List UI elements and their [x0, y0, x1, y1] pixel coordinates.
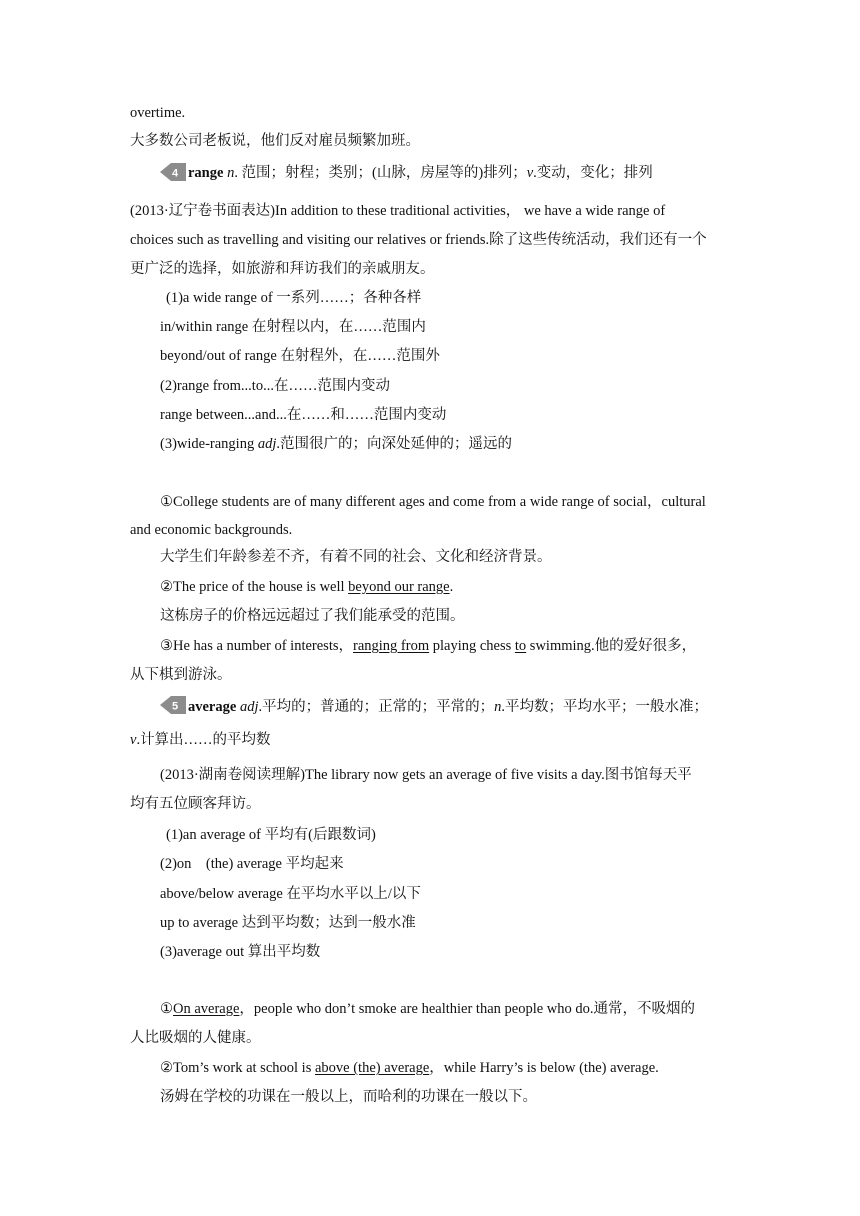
- entry-heading-cont: v.计算出……的平均数: [130, 732, 271, 748]
- example-line: and economic backgrounds.: [130, 522, 293, 538]
- svg-text:5: 5: [171, 700, 179, 713]
- text-line: 大多数公司老板说，他们反对雇员频繁加班。: [130, 133, 420, 149]
- number-badge-icon: [160, 696, 186, 714]
- text-line: overtime.: [130, 105, 186, 121]
- phrase-item: above/below average 在平均水平以上/以下: [160, 886, 421, 902]
- phrase-item: range between...and...在……和……范围内变动: [160, 407, 447, 423]
- phrase-item: in/within range 在射程以内，在……范围内: [160, 319, 426, 335]
- phrase-item: (1)an average of 平均有(后跟数词): [166, 827, 376, 843]
- translation-line: 汤姆在学校的功课在一般以上，而哈利的功课在一般以下。: [160, 1089, 537, 1105]
- text-line: choices such as travelling and visiting our relatives or friends.除了这些传统活动，我们还有一个: [130, 232, 707, 248]
- entry-heading-range: range n. 范围；射程；类别；(山脉，房屋等的)排列；v.变动，变化；排列: [188, 165, 653, 181]
- example-line: ①On average，people who don’t smoke are healthier than people who do.通常，不吸烟的: [160, 1001, 696, 1017]
- phrase-item: (2)range from...to...在……范围内变动: [160, 378, 390, 394]
- phrase-item: (3)average out 算出平均数: [160, 944, 321, 960]
- phrase-item: (3)wide-ranging adj.范围很广的；向深处延伸的；遥远的: [160, 436, 512, 452]
- number-badge-icon: [160, 163, 186, 181]
- translation-line: 大学生们年龄参差不齐，有着不同的社会、文化和经济背景。: [160, 549, 552, 565]
- example-line: ②Tom’s work at school is above (the) average，while Harry’s is below (the) average.: [160, 1060, 659, 1076]
- phrase-item: (2)on (the) average 平均起来: [160, 856, 344, 872]
- phrase-item: beyond/out of range 在射程外，在……范围外: [160, 348, 440, 364]
- translation-line: 人比吸烟的人健康。: [130, 1030, 261, 1046]
- phrase-item: (1)a wide range of 一系列……；各种各样: [166, 290, 422, 306]
- example-line: ③He has a number of interests，ranging from playing chess to swimming.他的爱好很多，: [160, 638, 697, 654]
- text-line: 均有五位顾客拜访。: [130, 796, 261, 812]
- svg-text:4: 4: [171, 167, 179, 180]
- translation-line: 这栋房子的价格远远超过了我们能承受的范围。: [160, 608, 465, 624]
- example-line: ①College students are of many different ages and come from a wide range of social，cultural: [160, 494, 706, 510]
- text-line: (2013·湖南卷阅读理解)The library now gets an average of five visits a day.图书馆每天平: [160, 767, 692, 783]
- phrase-item: up to average 达到平均数；达到一般水准: [160, 915, 416, 931]
- text-line: (2013·辽宁卷书面表达)In addition to these traditional activities， we have a wide range of: [130, 203, 666, 219]
- example-line: ②The price of the house is well beyond our range.: [160, 579, 454, 595]
- translation-line: 从下棋到游泳。: [130, 667, 232, 683]
- entry-heading-average: average adj.平均的；普通的；正常的；平常的；n.平均数；平均水平；一般水准；: [188, 699, 708, 715]
- text-line: 更广泛的选择，如旅游和拜访我们的亲戚朋友。: [130, 261, 435, 277]
